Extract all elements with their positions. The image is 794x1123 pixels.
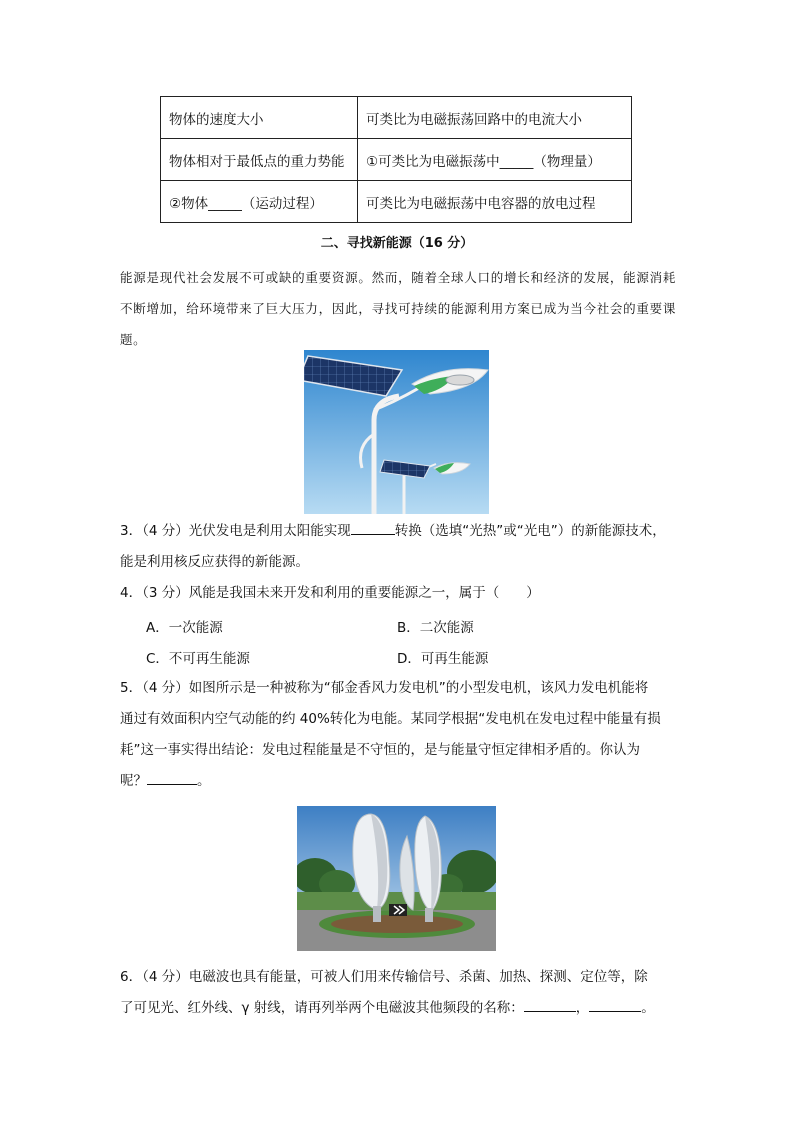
q5-line1: 5．（4 分）如图所示是一种被称为“郁金香风力发电机”的小型发电机，该风力发电机能将 [120,680,649,696]
tulip-wind-turbine-image [297,806,496,951]
q4-option-d[interactable]: D．可再生能源 [397,651,489,667]
table-row [161,139,632,181]
q6-separator: ， [575,1000,590,1016]
table-cell: ②物体_____（运动过程） [161,181,358,223]
section-title: 二、寻找新能源（16 分） [320,236,474,251]
table-row [161,97,632,139]
q6-line2-end: 。 [641,1000,655,1016]
q3-answer-blank[interactable] [351,520,395,535]
intro-paragraph: 能源是现代社会发展不可或缺的重要资源。然而，随着全球人口的增长和经济的发展，能源消耗不断增加，给环境带来了巨大压力，因此，寻找可持续的能源利用方案已成为当今社会的重要课题。 [120,270,676,347]
q5-answer-blank[interactable] [147,770,197,785]
q6-line1: 6．（4 分）电磁波也具有能量，可被人们用来传输信号、杀菌、加热、探测、定位等，除 [120,969,648,985]
q3-text-mid: 转换（选填“光热”或“光电”）的新能源技术， [394,523,666,539]
table-cell: 可类比为电磁振荡中电容器的放电过程 [358,181,632,223]
q4-option-a[interactable]: A．一次能源 [146,620,223,636]
q6-answer-blank-1[interactable] [524,997,576,1012]
q4-option-b[interactable]: B．二次能源 [397,620,474,636]
q5-line4-start: 呢？ [120,773,147,789]
question-3 [120,516,680,578]
table-row [161,181,632,223]
question-4: 4．（3 分）风能是我国未来开发和利用的重要能源之一，属于（ ） [120,585,540,601]
analogy-table [160,96,632,223]
q6-line2-start: 了可见光、红外线、γ 射线，请再列举两个电磁波其他频段的名称： [120,1000,524,1016]
table-cell: 物体的速度大小 [161,97,358,139]
question-5 [120,673,680,797]
table-cell: 可类比为电磁振荡回路中的电流大小 [358,97,632,139]
q6-answer-blank-2[interactable] [589,997,641,1012]
q5-line4-end: 。 [197,773,211,789]
q3-text-start: 3．（4 分）光伏发电是利用太阳能实现 [120,523,351,539]
q5-line2: 通过有效面积内空气动能的约 40%转化为电能。某同学根据“发电机在发电过程中能量有损 [120,711,661,727]
q4-option-c[interactable]: C．不可再生能源 [146,651,250,667]
q5-line3: 耗”这一事实得出结论：发电过程能量是不守恒的，是与能量守恒定律相矛盾的。你认为 [120,742,640,758]
table-cell: ①可类比为电磁振荡中_____（物理量） [358,139,632,181]
question-6 [120,962,680,1024]
q3-line2: 能是利用核反应获得的新能源。 [120,554,309,570]
solar-street-light-image [304,350,489,514]
table-cell: 物体相对于最低点的重力势能 [161,139,358,181]
